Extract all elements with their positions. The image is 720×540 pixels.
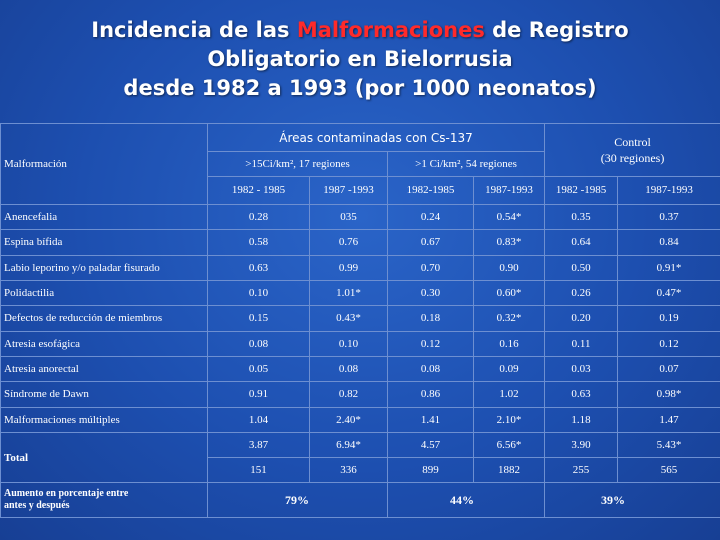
table-row (1, 331, 720, 356)
table-row (1, 230, 720, 255)
row-label: Polidactilia (1, 280, 208, 305)
table-row (1, 382, 720, 407)
cell-value: 2.10* (474, 407, 545, 432)
cell-value: 0.63 (208, 255, 310, 280)
row-label: Labio leporino y/o paladar fisurado (1, 255, 208, 280)
cell-value: 0.83* (474, 230, 545, 255)
slide-title (0, 16, 720, 103)
cell-value: 1.47 (618, 407, 720, 432)
malformation-table (0, 123, 720, 518)
cell-value: 1.41 (388, 407, 474, 432)
row-label: Síndrome de Dawn (1, 382, 208, 407)
increase-value-control: 39% (545, 483, 720, 518)
cell-value: 0.12 (388, 331, 474, 356)
total-rate-value: 6.94* (310, 432, 388, 457)
row-label: Defectos de reducción de miembros (1, 306, 208, 331)
total-count-value: 565 (618, 458, 720, 483)
cell-value: 0.84 (618, 230, 720, 255)
header-period: 1987-1993 (474, 176, 545, 204)
cell-value: 0.03 (545, 356, 618, 381)
cell-value: 0.28 (208, 205, 310, 230)
cell-value: 1.01* (310, 280, 388, 305)
cell-value: 0.15 (208, 306, 310, 331)
header-contaminated-areas: Áreas contaminadas con Cs-137 (208, 124, 545, 152)
cell-value: 0.90 (474, 255, 545, 280)
header-control-line2: (30 regiones) (600, 150, 665, 165)
header-period: 1982 - 1985 (208, 176, 310, 204)
title-line-2: Obligatorio en Bielorrusia (207, 47, 513, 71)
cell-value: 0.35 (545, 205, 618, 230)
cell-value: 1.04 (208, 407, 310, 432)
cell-value: 0.10 (310, 331, 388, 356)
cell-value: 0.91 (208, 382, 310, 407)
header-period: 1982 -1985 (545, 176, 618, 204)
header-group-1ci: >1 Ci/km², 54 regiones (388, 152, 545, 176)
title-line-1 (0, 16, 720, 45)
row-label: Espina bífida (1, 230, 208, 255)
total-count-value: 336 (310, 458, 388, 483)
total-rate-value: 4.57 (388, 432, 474, 457)
cell-value: 1.02 (474, 382, 545, 407)
cell-value: 0.10 (208, 280, 310, 305)
cell-value: 0.19 (618, 306, 720, 331)
cell-value: 0.20 (545, 306, 618, 331)
row-label: Anencefalia (1, 205, 208, 230)
cell-value: 0.60* (474, 280, 545, 305)
cell-value: 0.07 (618, 356, 720, 381)
table-row (1, 306, 720, 331)
cell-value: 0.16 (474, 331, 545, 356)
header-group-15ci: >15Ci/km², 17 regiones (208, 152, 388, 176)
cell-value: 0.30 (388, 280, 474, 305)
total-count-value: 151 (208, 458, 310, 483)
increase-label-line1: Aumento en porcentaje entre (4, 488, 129, 500)
increase-row (1, 483, 720, 518)
cell-value: 0.08 (310, 356, 388, 381)
cell-value: 0.82 (310, 382, 388, 407)
cell-value: 0.58 (208, 230, 310, 255)
header-control-line1: Control (614, 134, 651, 149)
cell-value: 0.12 (618, 331, 720, 356)
cell-value: 0.63 (545, 382, 618, 407)
cell-value: 1.18 (545, 407, 618, 432)
table-row (1, 356, 720, 381)
row-label: Atresia esofágica (1, 331, 208, 356)
cell-value: 035 (310, 205, 388, 230)
cell-value: 0.32* (474, 306, 545, 331)
cell-value: 0.26 (545, 280, 618, 305)
cell-value: 0.70 (388, 255, 474, 280)
total-count-value: 1882 (474, 458, 545, 483)
table-row (1, 255, 720, 280)
increase-value-1ci: 44% (388, 483, 545, 518)
cell-value: 0.50 (545, 255, 618, 280)
header-malformacion: Malformación (1, 124, 208, 205)
cell-value: 0.08 (208, 331, 310, 356)
title-text: Incidencia de las (91, 18, 297, 42)
cell-value: 0.91* (618, 255, 720, 280)
increase-label (1, 483, 208, 518)
cell-value: 0.64 (545, 230, 618, 255)
title-highlight: Malformaciones (296, 18, 485, 42)
total-rate-value: 6.56* (474, 432, 545, 457)
cell-value: 0.47* (618, 280, 720, 305)
row-label: Atresia anorectal (1, 356, 208, 381)
increase-value-15ci: 79% (208, 483, 388, 518)
header-control (545, 124, 720, 177)
header-period: 1982-1985 (388, 176, 474, 204)
total-count-value: 899 (388, 458, 474, 483)
table-row (1, 407, 720, 432)
cell-value: 2.40* (310, 407, 388, 432)
cell-value: 0.86 (388, 382, 474, 407)
total-rate-row (1, 432, 720, 457)
total-rate-value: 3.87 (208, 432, 310, 457)
title-line-3: desde 1982 a 1993 (por 1000 neonatos) (123, 76, 597, 100)
cell-value: 0.67 (388, 230, 474, 255)
total-label: Total (1, 432, 208, 483)
cell-value: 0.24 (388, 205, 474, 230)
total-rate-value: 5.43* (618, 432, 720, 457)
cell-value: 0.37 (618, 205, 720, 230)
cell-value: 0.18 (388, 306, 474, 331)
cell-value: 0.54* (474, 205, 545, 230)
cell-value: 0.76 (310, 230, 388, 255)
table-row (1, 280, 720, 305)
total-count-value: 255 (545, 458, 618, 483)
total-rate-value: 3.90 (545, 432, 618, 457)
cell-value: 0.08 (388, 356, 474, 381)
cell-value: 0.11 (545, 331, 618, 356)
cell-value: 0.05 (208, 356, 310, 381)
cell-value: 0.09 (474, 356, 545, 381)
header-period: 1987-1993 (618, 176, 720, 204)
header-period: 1987 -1993 (310, 176, 388, 204)
table-row (1, 205, 720, 230)
cell-value: 0.99 (310, 255, 388, 280)
increase-label-line2: antes y después (4, 500, 70, 512)
row-label: Malformaciones múltiples (1, 407, 208, 432)
cell-value: 0.43* (310, 306, 388, 331)
title-text: de Registro (484, 18, 629, 42)
cell-value: 0.98* (618, 382, 720, 407)
